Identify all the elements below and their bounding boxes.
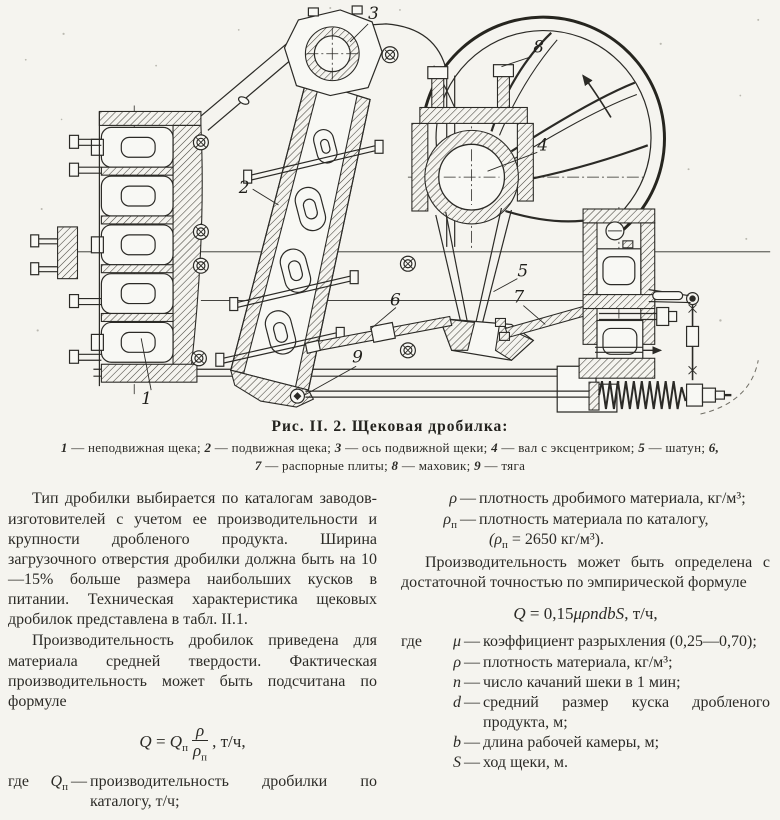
definition-row: $\rho_п$ — плотность материала по каталогу, ($\rho_п = 2650$ кг/м³).	[443, 510, 709, 551]
figure-caption	[0, 418, 780, 475]
legend-number: 9	[474, 458, 481, 474]
eccentric-shaft	[412, 65, 533, 224]
legend-number: 8	[391, 458, 399, 474]
legend-number: 6, 7	[254, 440, 720, 474]
legend-number: 3	[334, 440, 342, 455]
toggle-plates	[305, 307, 586, 361]
legend-text: — ось подвижной щеки;	[341, 440, 492, 455]
label-3: 3	[368, 2, 379, 23]
definition-row: S — ход щеки, м.	[453, 754, 568, 772]
legend-text: — распорные плиты;	[261, 458, 392, 474]
formula-catalog: $Q = Q_п$ $\frac{\rho}{\rho_п}$ , т/ч,	[139, 721, 246, 764]
paragraph: Производительность может быть определена с достаточной точностью по эмпирической формуле	[401, 553, 770, 591]
paragraph: Тип дробилки выбирается по каталогам заводов-изготовителей с учетом ее производительности и крупности дробленого продукта. Ширина загрузочного отверстия дробилки должна быть на 10—15% больше размера наибольших кусков в питании. Техническая характеристика щековых дробилок представлена в табл. II.1.	[8, 490, 377, 629]
frame-bolt-icon	[382, 47, 398, 63]
fixed-jaw	[31, 111, 202, 386]
legend-text: — шатун;	[645, 440, 709, 455]
definition-row: ρ — плотность материала, кг/м³;	[453, 653, 673, 671]
paragraph: Производительность дробилок приведена для материала средней твердости. Фактическая производительность может быть подсчитана по формуле	[8, 632, 377, 710]
definition-row: где $Q_п$ — производительность дробилки по каталогу, т/ч;	[8, 772, 377, 811]
legend-text: — неподвижная щека;	[67, 440, 205, 455]
definition-row: ρ — плотность дробимого материала, кг/м³;	[449, 490, 746, 508]
text-columns	[0, 475, 780, 812]
caption-legend	[60, 439, 720, 475]
definition-row: n — число качаний шеки в 1 мин;	[453, 673, 681, 691]
adjustment-block	[579, 209, 758, 414]
legend-number: 4	[491, 440, 498, 455]
definition-continuation: ($\rho_п = 2650$ кг/м³).	[489, 530, 604, 551]
definition-row: d — средний размер куска дробленого продукта, м;	[453, 693, 770, 732]
label-6: 6	[390, 289, 401, 310]
caption-title: Рис. II. 2. Щековая дробилка:	[271, 418, 509, 435]
legend-number: 1	[60, 440, 68, 455]
label-8: 8	[533, 36, 545, 57]
fraction: $\frac{\rho}{\rho_п}$	[193, 721, 208, 764]
definition-row: b — длина рабочей камеры, м;	[453, 734, 660, 752]
fixed-jaw-bolts	[31, 135, 102, 363]
label-4: 4	[537, 134, 549, 155]
label-9: 9	[352, 346, 363, 367]
legend-text: — тяга	[480, 458, 526, 474]
legend-number: 2	[204, 440, 212, 455]
label-2: 2	[238, 177, 250, 198]
label-1: 1	[141, 388, 152, 409]
legend-text: — подвижная щека;	[211, 440, 335, 455]
definition-row: где μ — коэффициент разрыхления (0,25—0,70);	[401, 633, 757, 651]
legend-number: 5	[638, 440, 646, 455]
left-column	[8, 489, 377, 812]
right-column	[401, 489, 770, 812]
formula-empirical: Q = 0,15μρndbS, т/ч,	[513, 604, 658, 624]
tie-rod-spring	[305, 381, 731, 410]
label-5: 5	[517, 260, 529, 281]
legend-text: — вал с эксцентриком;	[497, 440, 639, 455]
label-7: 7	[513, 286, 525, 307]
legend-text: — маховик;	[398, 458, 475, 474]
